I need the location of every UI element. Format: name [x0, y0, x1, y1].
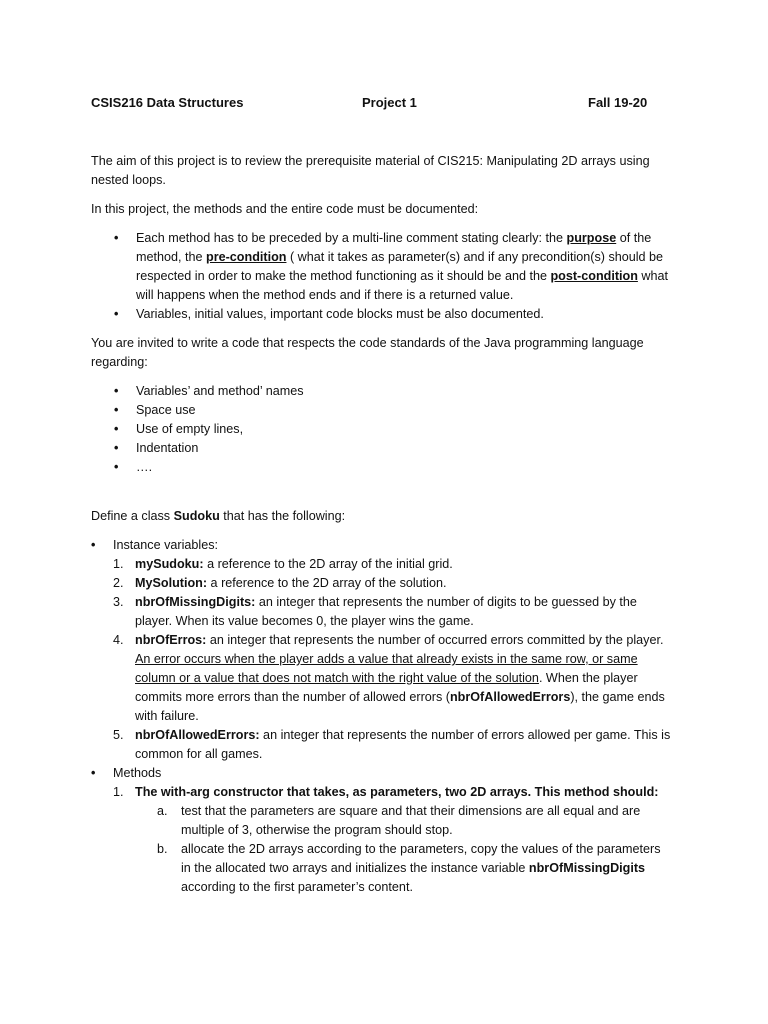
list-item: b. allocate the 2D arrays according to the parameters, copy the values of the parameters in the allocated two arrays and initializes the instance variable nbrOfMissingDigits according to the first parameter’s content.: [157, 842, 661, 894]
list-item: 5. nbrOfAllowedErrors: an integer that represents the number of errors allowed per game. This is common for all games.: [113, 728, 671, 761]
list-item: 1. mySudoku: a reference to the 2D array of the initial grid.: [113, 557, 453, 571]
aim-paragraph: The aim of this project is to review the prerequisite material of CIS215: Manipulating 2D arrays using nested loops.: [91, 154, 650, 187]
post-condition-term: post-condition: [550, 269, 638, 283]
list-item: 2. MySolution: a reference to the 2D array of the solution.: [113, 576, 447, 590]
section-title: Methods: [113, 766, 162, 780]
list-item: • Use of empty lines,: [91, 420, 671, 439]
instance-variables-list: [113, 555, 671, 764]
spacer: [91, 487, 671, 507]
purpose-term: purpose: [566, 231, 617, 245]
instance-variables-section: [91, 536, 671, 764]
error-definition: An error occurs when the player adds a value that already exists in the same row, or same column or a value that does not match with the right value of the solution: [135, 652, 638, 685]
list-item: • Space use: [91, 401, 671, 420]
list-item: • ….: [91, 458, 671, 477]
document-body: [91, 152, 671, 897]
methods-list: [113, 783, 671, 897]
list-item: 4. nbrOfErros: an integer that represents the number of occurred errors committed by the player. An error occurs when the player adds a value that already exists in the same row, or same column or a value that does not match with the right value of the solution. When the player commits more errors than the number of allowed errors (nbrOfAllowedErrors), the game ends with failure.: [113, 633, 665, 723]
term-label: Fall 19-20: [588, 95, 648, 110]
documentation-list: [91, 229, 671, 324]
list-item: • Each method has to be preceded by a multi-line comment stating clearly: the purpose of the method, the pre-condition ( what it takes as parameter(s) and if any precondition(s) should be respected in order to make the method functioning as it should be and the post-condition what will happens when the method ends and if there is a returned value.: [91, 229, 671, 305]
list-item: • Variables’ and method’ names: [91, 382, 671, 401]
standards-intro: You are invited to write a code that respects the code standards of the Java programming language regarding:: [91, 336, 644, 369]
project-title: Project 1: [362, 95, 417, 110]
documentation-requirement: In this project, the methods and the entire code must be documented:: [91, 202, 479, 216]
list-item: 3. nbrOfMissingDigits: an integer that represents the number of digits to be guessed by the player. When its value becomes 0, the player wins the game.: [113, 595, 637, 628]
standards-list: [91, 382, 671, 477]
list-item: • Indentation: [91, 439, 671, 458]
list-item: • Variables, initial values, important code blocks must be also documented.: [91, 305, 671, 324]
constructor-steps: [113, 802, 671, 897]
class-spec-list: [91, 536, 671, 897]
define-class-paragraph: Define a class Sudoku that has the following:: [91, 509, 346, 523]
pre-condition-term: pre-condition: [206, 250, 287, 264]
section-title: Instance variables:: [113, 538, 219, 552]
course-title: CSIS216 Data Structures: [91, 95, 244, 110]
class-name: Sudoku: [173, 509, 220, 523]
methods-section: [91, 764, 671, 897]
list-item: 1. The with-arg constructor that takes, as parameters, two 2D arrays. This method should: a. test that the parameters are square and that their dimensions are all equal and are multiple of 3, otherwise the program should stop. b. allocate the 2D arrays according to the parameters, copy the values of the parameters in the allocated two arrays and initializes the instance variable nbrOfMissingDigits according to the first parameter’s content.: [113, 783, 671, 897]
list-item: a. test that the parameters are square and that their dimensions are all equal and are multiple of 3, otherwise the program should stop.: [157, 804, 641, 837]
